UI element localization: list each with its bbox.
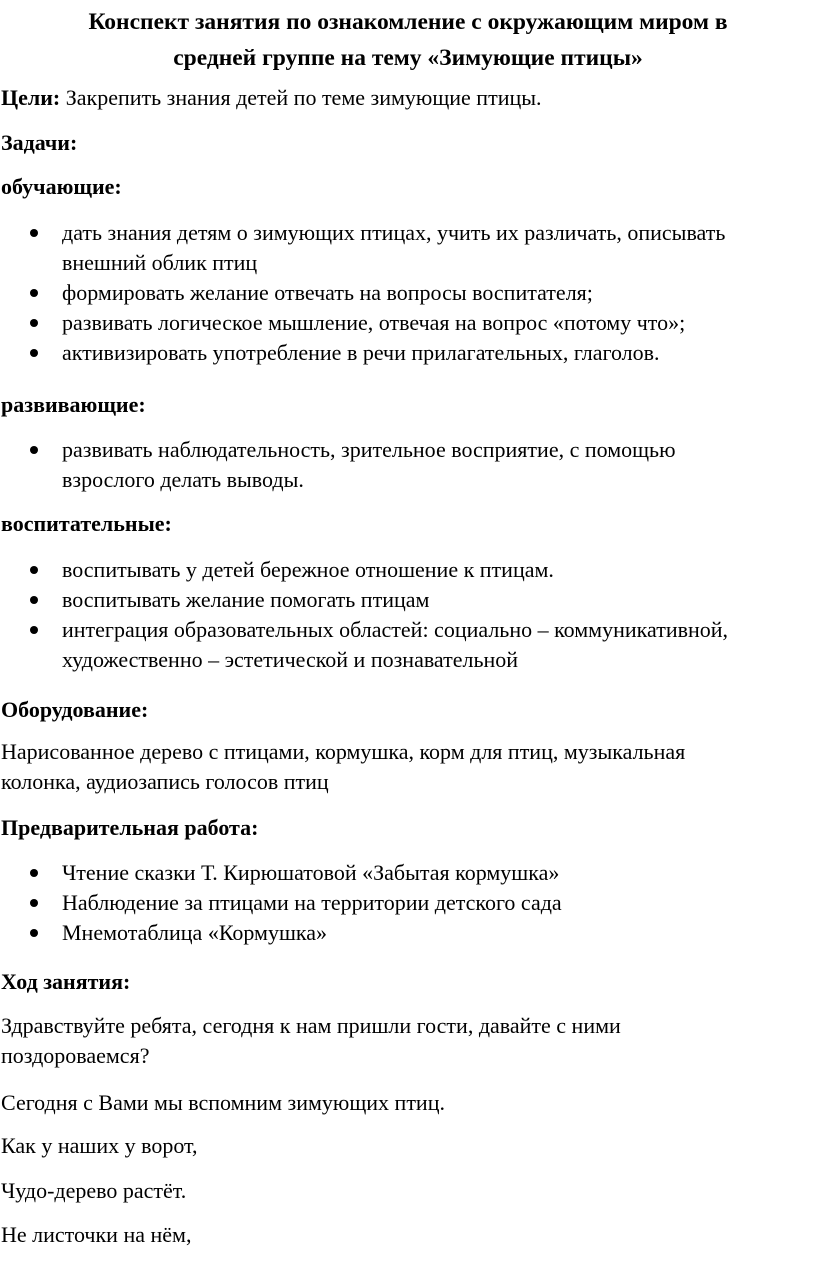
list-item: развивать логическое мышление, отвечая на вопрос «потому что»; (0, 308, 816, 338)
title-line-1: Конспект занятия по ознакомление с окружающим миром в (88, 9, 728, 35)
bullet-icon (30, 446, 38, 454)
bullet-icon (30, 929, 38, 937)
poem-line: Чудо-дерево растёт. (1, 1178, 187, 1203)
poem-line: Как у наших у ворот, (1, 1133, 198, 1158)
bullet-icon (30, 319, 38, 327)
developing-heading: развивающие: (1, 392, 146, 417)
bullet-icon (30, 869, 38, 877)
list-item: воспитывать у детей бережное отношение к птицам. (0, 555, 816, 585)
equipment-heading: Оборудование: (1, 697, 149, 722)
page-title (0, 4, 816, 76)
goals-paragraph (1, 84, 811, 112)
equipment-paragraph: Нарисованное дерево с птицами, кормушка, корм для птиц, музыкальная колонка, аудиозапись голосов птиц (1, 739, 686, 794)
list-item: формировать желание отвечать на вопросы воспитателя; (0, 278, 816, 308)
bullet-icon (30, 596, 38, 604)
bullet-icon (30, 229, 38, 237)
bullet-icon (30, 349, 38, 357)
goals-label: Цели: (1, 85, 61, 110)
upbringing-list (0, 555, 816, 675)
list-item: Чтение сказки Т. Кирюшатовой «Забытая кормушка» (0, 858, 816, 888)
educational-heading: обучающие: (1, 174, 122, 199)
list-item: активизировать употребление в речи прилагательных, глаголов. (0, 338, 816, 368)
greeting-paragraph: Здравствуйте ребята, сегодня к нам пришли гости, давайте с ними поздороваемся? (1, 1013, 621, 1068)
lesson-paragraph: Сегодня с Вами мы вспомним зимующих птиц. (1, 1090, 445, 1115)
preliminary-list (0, 858, 816, 948)
bullet-icon (30, 899, 38, 907)
list-item: Мнемотаблица «Кормушка» (0, 918, 816, 948)
list-item: Наблюдение за птицами на территории детского сада (0, 888, 816, 918)
list-item: воспитывать желание помогать птицам (0, 585, 816, 615)
list-item: дать знания детям о зимующих птицах, учить их различать, описывать внешний облик птиц (0, 218, 816, 278)
educational-list (0, 218, 816, 368)
tasks-heading: Задачи: (1, 130, 78, 155)
bullet-icon (30, 626, 38, 634)
lesson-heading: Ход занятия: (1, 969, 131, 994)
title-line-2: средней группе на тему «Зимующие птицы» (173, 45, 643, 71)
goals-text: Закрепить знания детей по теме зимующие птицы. (60, 85, 542, 110)
bullet-icon (30, 289, 38, 297)
bullet-icon (30, 566, 38, 574)
poem-line: Не листочки на нём, (1, 1222, 192, 1247)
developing-list (0, 435, 816, 495)
list-item: интеграция образовательных областей: социально – коммуникативной, художественно – эстетической и познавательной (0, 615, 816, 675)
preliminary-heading: Предварительная работа: (1, 815, 259, 840)
list-item: развивать наблюдательность, зрительное восприятие, с помощью взрослого делать выводы. (0, 435, 816, 495)
upbringing-heading: воспитательные: (1, 511, 172, 536)
